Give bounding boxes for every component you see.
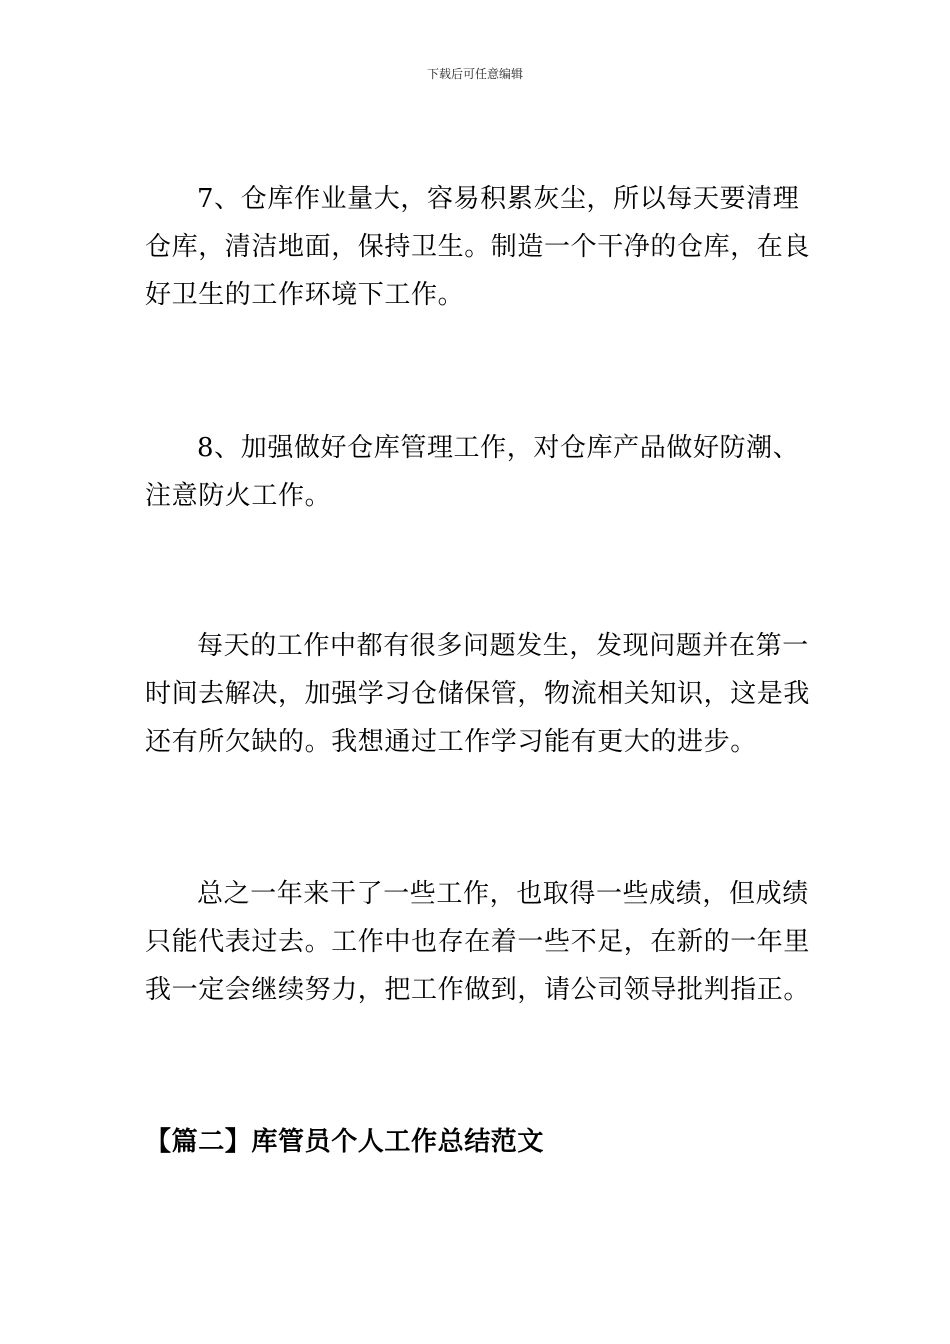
section-heading: 【篇二】库管员个人工作总结范文 [145,1127,545,1157]
page-header-note: 下载后可任意编辑 [426,67,523,81]
paragraph-item-8: 8、加强做好仓库管理工作，对仓库产品做好防潮、注意防火工作。 [145,433,800,511]
paragraph-item-7: 7、仓库作业量大，容易积累灰尘，所以每天要清理仓库，清洁地面，保持卫生。制造一个干净的仓库，在良好卫生的工作环境下工作。 [145,184,811,310]
paragraph-daily-problems: 每天的工作中都有很多问题发生，发现问题并在第一时间去解决，加强学习仓储保管，物流相关知识，这是我还有所欠缺的。我想通过工作学习能有更大的进步。 [145,631,811,757]
paragraph-conclusion: 总之一年来干了一些工作，也取得一些成绩，但成绩只能代表过去。工作中也存在着一些不足，在新的一年里我一定会继续努力，把工作做到，请公司领导批判指正。 [145,879,811,1005]
